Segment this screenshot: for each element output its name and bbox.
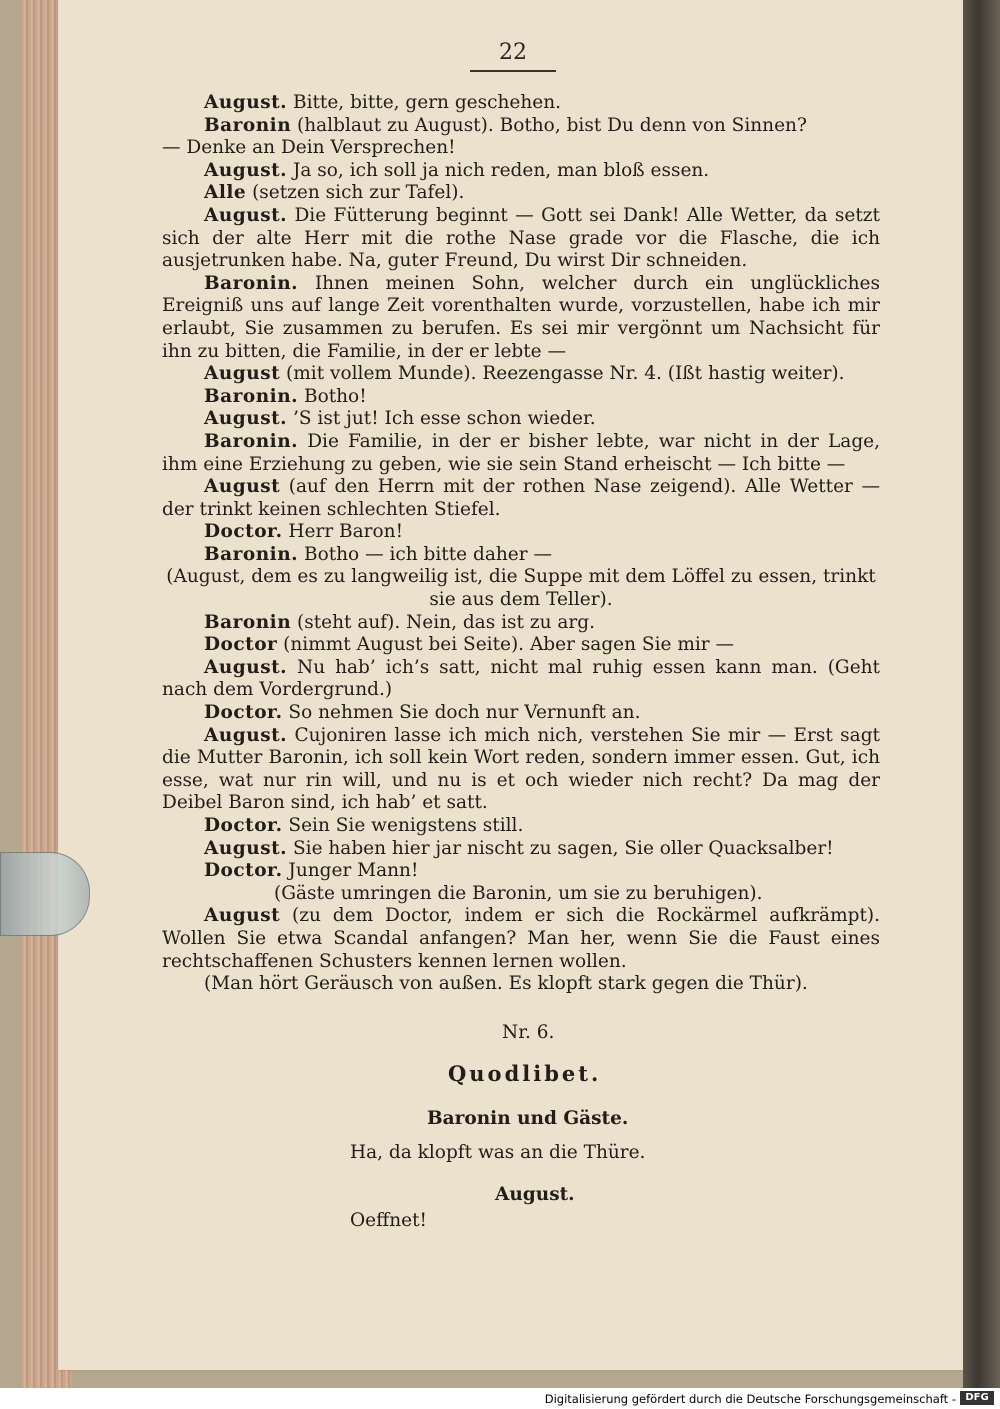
line-text: (Man hört Geräusch von außen. Es klopft stark gegen die Thür). [204, 973, 808, 995]
dialogue-line [162, 521, 880, 544]
speaker-name: August. [204, 408, 288, 430]
speaker-name: August. [204, 724, 288, 746]
line-text: Sein Sie wenigstens still. [282, 815, 524, 836]
speaker-name: Doctor. [204, 702, 283, 724]
speaker-name: August [204, 363, 281, 385]
cast-heading-2: August. [495, 1184, 575, 1205]
dialogue-line [162, 725, 880, 815]
dialogue-line [162, 205, 880, 273]
line-text: (zu dem Doctor, indem er sich die Rockärmel aufkrämpt). Wollen Sie etwa Scandal anfangen? Man her, wenn Sie die Faust eines rechtschaffenen Schusters kennen lernen wollen. [162, 905, 880, 972]
dialogue-line [162, 363, 880, 386]
dialogue-line [162, 905, 880, 973]
line-text: Botho — ich bitte daher — [298, 543, 552, 565]
dialogue-line [162, 883, 880, 906]
line-text: Die Familie, in der er bisher lebte, war nicht in der Lage, ihm eine Erziehung zu geben, wie sie sein Stand erheischt — Ich bitte — [162, 430, 880, 475]
line-text: Die Fütterung beginnt — Gott sei Dank! Alle Wetter, da setzt sich der alte Herr mit die rothe Nase grade vor die Flasche, die ich ausjetrunken habe. Na, guter Freund, Du wirst Dir schneiden. [162, 204, 880, 272]
speaker-name: August. [204, 159, 288, 181]
dialogue-line [162, 566, 880, 611]
speaker-name: Baronin [204, 611, 292, 633]
dialogue-line [162, 92, 880, 115]
speaker-name: Baronin [204, 114, 292, 136]
book-spine [963, 0, 1000, 1388]
dialogue-line [162, 657, 880, 702]
dialogue-line [162, 973, 880, 996]
line-text: (August, dem es zu langweilig ist, die Suppe mit dem Löffel zu essen, trinkt sie aus dem Teller). [166, 566, 876, 611]
dialogue-line [162, 702, 880, 725]
section-title: Quodlibet. [448, 1061, 602, 1086]
dialogue-text [162, 92, 880, 996]
dialogue-line [162, 815, 880, 838]
dialogue-line [162, 544, 880, 567]
speaker-name: Doctor. [204, 815, 283, 836]
line-text: Bitte, bitte, gern geschehen. [287, 92, 561, 113]
line-text: — Denke an Dein Versprechen! [162, 137, 456, 159]
speaker-name: Doctor [204, 634, 278, 656]
line-text: (setzen sich zur Tafel). [246, 182, 465, 204]
cast-heading-1: Baronin und Gäste. [427, 1108, 629, 1129]
speaker-name: Baronin. [204, 272, 299, 294]
speaker-name: Doctor. [204, 860, 283, 882]
line-text: Cujoniren lasse ich mich nich, verstehen Sie mir — Erst sagt die Mutter Baronin, ich soll kein Wort reden, sondern immer essen. Gut, ich esse, wat nur rin will, und nu is et och wieder nich recht? Da mag der Deibel Baron sind, ich hab’ et satt. [162, 724, 880, 814]
dialogue-line [162, 137, 880, 160]
line-text: (halblaut zu August). Botho, bist Du denn von Sinnen? [291, 114, 807, 136]
line-text: Herr Baron! [282, 521, 404, 543]
line-text: (nimmt August bei Seite). Aber sagen Sie mir — [277, 634, 735, 656]
speaker-name: August. [204, 656, 288, 678]
dialogue-line [162, 273, 880, 363]
line-text: So nehmen Sie doch nur Vernunft an. [282, 702, 641, 724]
song-line-2: Oeffnet! [350, 1210, 427, 1231]
line-text: Ihnen meinen Sohn, welcher durch ein unglückliches Ereigniß uns auf lange Zeit vorenthalten wurde, vorzustellen, habe ich mir erlaubt, Sie zusammen zu berufen. Es sei mir vergönnt um Nachsicht für ihn zu bitten, die Familie, in der er lebte — [162, 272, 880, 362]
dialogue-line [162, 408, 880, 431]
page-number-rule [470, 70, 556, 72]
line-text: Ja so, ich soll ja nich reden, man bloß essen. [287, 159, 710, 181]
dialogue-line [162, 612, 880, 635]
dialogue-line [162, 476, 880, 521]
line-text: (mit vollem Munde). Reezengasse Nr. 4. (Ißt hastig weiter). [280, 363, 845, 385]
speaker-name: August. [204, 204, 288, 226]
dialogue-line [162, 634, 880, 657]
line-text: Nu hab’ ich’s satt, nicht mal ruhig essen kann man. (Geht nach dem Vordergrund.) [162, 656, 880, 701]
dialogue-line [162, 860, 880, 883]
speaker-name: Baronin. [204, 430, 299, 452]
speaker-name: August. [204, 92, 288, 113]
dialogue-line [162, 182, 880, 205]
line-text: Sie haben hier jar nischt zu sagen, Sie oller Quacksalber! [287, 837, 834, 859]
bookmark-tab [0, 852, 90, 936]
credit-text: Digitalisierung gefördert durch die Deutsche Forschungsgemeinschaft - [544, 1392, 956, 1406]
song-line-1: Ha, da klopft was an die Thüre. [350, 1142, 646, 1163]
line-text: ’S ist jut! Ich esse schon wieder. [287, 408, 596, 430]
dialogue-line [162, 431, 880, 476]
line-text: Junger Mann! [282, 860, 419, 882]
line-text: Botho! [298, 385, 367, 407]
line-text: (Gäste umringen die Baronin, um sie zu beruhigen). [274, 882, 763, 904]
speaker-name: Alle [204, 182, 247, 204]
speaker-name: Baronin. [204, 385, 299, 407]
speaker-name: August [204, 476, 281, 498]
dfg-logo: DFG [960, 1391, 994, 1405]
dialogue-line [162, 386, 880, 409]
speaker-name: Doctor. [204, 521, 283, 543]
dialogue-line [162, 838, 880, 861]
dialogue-line [162, 160, 880, 183]
section-number: Nr. 6. [502, 1022, 555, 1043]
speaker-name: August. [204, 837, 288, 859]
speaker-name: August [204, 905, 281, 927]
speaker-name: Baronin. [204, 543, 299, 565]
line-text: (steht auf). Nein, das ist zu arg. [291, 611, 595, 633]
line-text: (auf den Herrn mit der rothen Nase zeigend). Alle Wetter — der trinkt keinen schlechten Stiefel. [162, 476, 880, 520]
page-number: 22 [499, 40, 527, 65]
dialogue-line [162, 115, 880, 138]
